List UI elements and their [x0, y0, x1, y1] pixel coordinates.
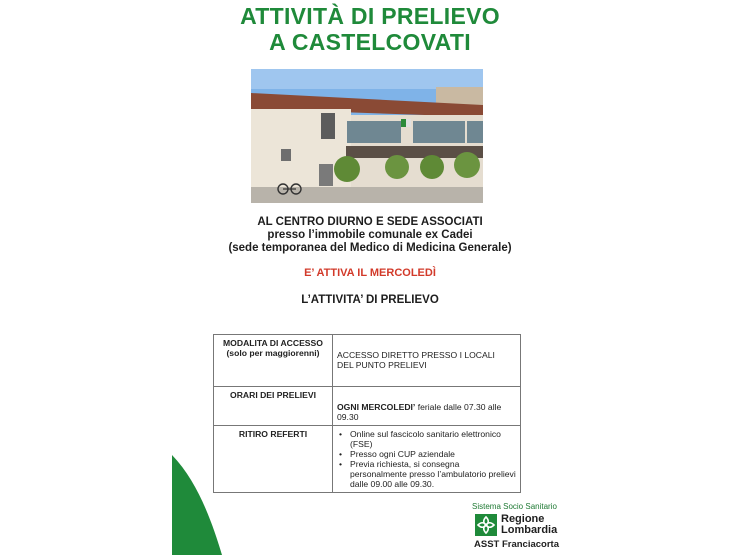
table-row: [214, 387, 521, 426]
access-mode-note: (solo per maggiorenni): [226, 348, 320, 358]
list-item: • Presso ogni CUP aziendale: [350, 449, 516, 459]
logo-region-line-1: Regione: [501, 513, 545, 525]
lombardy-rose-icon: [475, 514, 497, 536]
list-item: • Previa richiesta, si consegna personalmente presso l’ambulatorio prelievi dalle 09.00 alle 09.30.: [350, 459, 516, 489]
results-value: [333, 426, 521, 493]
results-label: RITIRO REFERTI: [214, 426, 333, 493]
location-line-2: presso l’immobile comunale ex Cadei: [267, 229, 473, 241]
access-mode-value-1: ACCESSO DIRETTO PRESSO I LOCALI: [337, 350, 495, 360]
location-line-3: (sede temporanea del Medico di Medicina Generale): [228, 242, 512, 254]
location-line-1: AL CENTRO DIURNO E SEDE ASSOCIATI: [257, 216, 483, 228]
hours-value: [333, 387, 521, 426]
hours-time: feriale dalle 07.30 alle 09.30: [337, 402, 502, 422]
logo-region-line-2: Lombardia: [501, 524, 558, 536]
logo-region-text: [501, 514, 557, 536]
list-item: • Online sul fascicolo sanitario elettronico (FSE): [350, 429, 516, 449]
activity-title: L’ATTIVITA’ DI PRELIEVO: [301, 294, 439, 306]
access-mode-value-2: DEL PUNTO PRELIEVI: [337, 360, 427, 370]
logo-asst-text: ASST Franciacorta: [474, 539, 559, 550]
results-list: [337, 429, 516, 489]
active-notice: E’ ATTIVA IL MERCOLEDÌ: [304, 267, 436, 279]
access-mode-label-text: MODALITA DI ACCESSO: [223, 338, 323, 348]
hours-day: OGNI MERCOLEDI’: [337, 402, 416, 412]
building-photo: [251, 69, 483, 203]
access-mode-value: [333, 335, 521, 387]
logo-system-text: Sistema Socio Sanitario: [472, 502, 557, 511]
access-mode-label: [214, 335, 333, 387]
title-line-1: ATTIVITÀ DI PRELIEVO: [240, 3, 500, 29]
table-row: [214, 335, 521, 387]
title-line-2: A CASTELCOVATI: [269, 29, 471, 55]
green-wave-decoration: [0, 440, 300, 555]
hours-label: ORARI DEI PRELIEVI: [214, 387, 333, 426]
